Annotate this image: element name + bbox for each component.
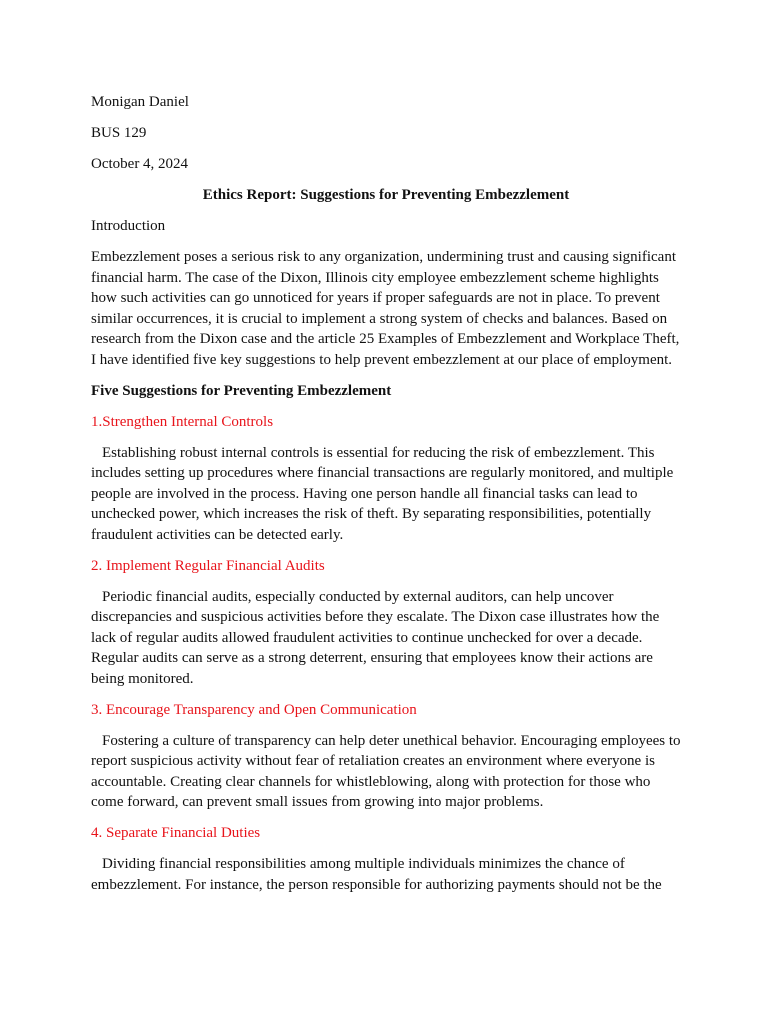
- suggestion-3-body: Fostering a culture of transparency can help deter unethical behavior. Encouraging employees to report suspicious activity without fear of retaliation creates an environment where everyone is accountable. Creating clear channels for whistleblowing, along with protection for those who come forward, can prevent small issues from growing into major problems.: [91, 732, 681, 810]
- suggestion-4-heading: 4. Separate Financial Duties: [91, 825, 261, 841]
- suggestion-2-body: Periodic financial audits, especially conducted by external auditors, can help uncover discrepancies and suspicious activities before they escalate. The Dixon case illustrates how the lack of regular audits allowed fraudulent activities to continue unchecked for over a decade. Regular audits can serve as a strong deterrent, ensuring that employees know their actions are being monitored.: [91, 588, 660, 687]
- suggestions-heading: Five Suggestions for Preventing Embezzlement: [91, 382, 392, 399]
- report-title: Ethics Report: Suggestions for Preventing Embezzlement: [202, 187, 570, 203]
- author-name: Monigan Daniel: [91, 94, 189, 110]
- intro-heading: Introduction: [91, 218, 166, 234]
- report-date: October 4, 2024: [91, 156, 189, 172]
- suggestion-2-heading: 2. Implement Regular Financial Audits: [91, 557, 325, 574]
- suggestion-4-body: Dividing financial responsibilities among multiple individuals minimizes the chance of embezzlement. For instance, the person responsible for authorizing payments should not be the: [91, 856, 662, 893]
- document-page: [91, 92, 681, 906]
- intro-paragraph: Embezzlement poses a serious risk to any organization, undermining trust and causing significant financial harm. The case of the Dixon, Illinois city employee embezzlement scheme highlights how such activities can go unnoticed for years if proper safeguards are not in place. To prevent similar occurrences, it is crucial to implement a strong system of checks and balances. Based on research from the Dixon case and the article 25 Examples of Embezzlement and Workplace Theft, I have identified five key suggestions to help prevent embezzlement at our place of employment.: [91, 249, 680, 368]
- suggestion-3-heading: 3. Encourage Transparency and Open Communication: [91, 701, 417, 718]
- suggestion-1-heading: 1.Strengthen Internal Controls: [91, 413, 274, 430]
- course-code: BUS 129: [91, 125, 147, 141]
- suggestion-1-body: Establishing robust internal controls is essential for reducing the risk of embezzlement. This includes setting up procedures where financial transactions are regularly monitored, and multiple people are involved in the process. Having one person handle all financial tasks can lead to unchecked power, which increases the risk of theft. By separating responsibilities, potentially fraudulent activities can be detected early.: [91, 444, 674, 543]
